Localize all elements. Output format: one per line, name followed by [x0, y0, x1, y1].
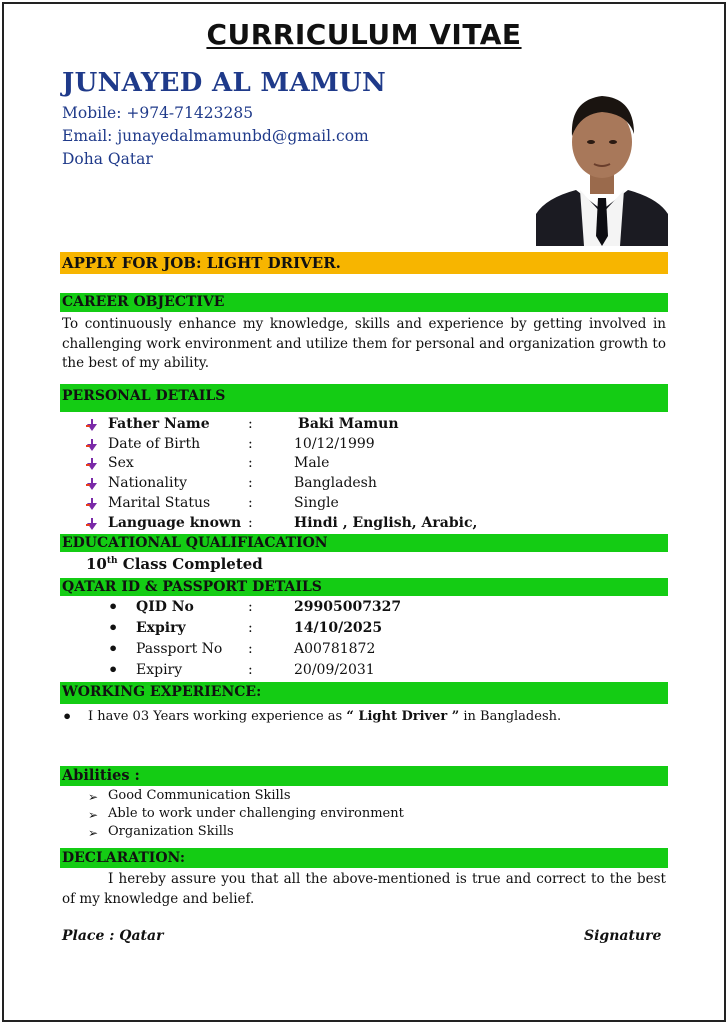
detail-value: Single: [294, 495, 339, 511]
id-label: Expiry: [136, 662, 183, 678]
detail-value: Bangladesh: [294, 475, 377, 491]
detail-sep: :: [248, 436, 253, 452]
bullet-dot: •: [108, 597, 119, 616]
candidate-name: JUNAYED AL MAMUN: [62, 68, 387, 98]
arrow-bullet-icon: [86, 439, 97, 451]
detail-sep: :: [248, 416, 253, 432]
education-item: 10th Class Completed: [86, 555, 263, 573]
email-line: Email: junayedalmamunbd@gmail.com: [62, 127, 369, 145]
detail-sep: :: [248, 475, 253, 491]
declaration-text: I hereby assure you that all the above-mentioned is true and correct to the best of my knowledge and belief.: [62, 871, 666, 907]
id-value: 14/10/2025: [294, 620, 383, 636]
ability-item: Organization Skills: [108, 824, 234, 839]
detail-label: Father Name: [108, 416, 210, 432]
detail-value: Hindi , English, Arabic,: [294, 515, 478, 531]
id-value: 20/09/2031: [294, 662, 375, 678]
detail-label: Sex: [108, 455, 134, 471]
apply-for-job-band: APPLY FOR JOB: LIGHT DRIVER.: [60, 252, 668, 274]
chevron-right-icon: ➢: [88, 808, 99, 822]
chevron-right-icon: ➢: [88, 826, 99, 840]
bullet-dot: •: [108, 639, 119, 658]
id-value: 29905007327: [294, 599, 402, 615]
id-sep: :: [248, 662, 253, 678]
id-label: QID No: [136, 599, 194, 615]
profile-photo: [536, 86, 668, 246]
arrow-bullet-icon: [86, 498, 97, 510]
detail-label: Language known: [108, 515, 242, 531]
detail-value: 10/12/1999: [294, 436, 375, 452]
career-objective-text: To continuously enhance my knowledge, skills and experience by getting involved in challenging work environment and utilize them for personal and organization growth to the best of my ability.: [62, 316, 666, 371]
arrow-bullet-icon: [86, 458, 97, 470]
id-sep: :: [248, 599, 253, 615]
bullet-dot: •: [108, 618, 119, 637]
id-label: Passport No: [136, 641, 223, 657]
location-line: Doha Qatar: [62, 150, 153, 168]
education-heading: EDUCATIONAL QUALIFIACATION: [60, 534, 668, 552]
ability-item: Able to work under challenging environment: [108, 806, 404, 821]
detail-value: Baki Mamun: [298, 416, 399, 432]
detail-sep: :: [248, 455, 253, 471]
arrow-bullet-icon: [86, 518, 97, 530]
detail-value: Male: [294, 455, 330, 471]
id-sep: :: [248, 641, 253, 657]
ability-item: Good Communication Skills: [108, 788, 291, 803]
mobile-line: Mobile: +974-71423285: [62, 104, 254, 122]
bullet-dot: •: [108, 660, 119, 679]
place-label: Place : Qatar: [62, 928, 164, 944]
detail-label: Marital Status: [108, 495, 211, 511]
bullet-dot: •: [62, 707, 73, 726]
career-objective-heading: CAREER OBJECTIVE: [60, 293, 668, 312]
arrow-bullet-icon: [86, 419, 97, 431]
chevron-right-icon: ➢: [88, 790, 99, 804]
id-label: Expiry: [136, 620, 186, 636]
detail-label: Nationality: [108, 475, 187, 491]
id-sep: :: [248, 620, 253, 636]
detail-sep: :: [248, 515, 253, 531]
working-experience-heading: WORKING EXPERIENCE:: [60, 682, 668, 704]
detail-sep: :: [248, 495, 253, 511]
signature-label: Signature: [584, 928, 662, 944]
id-value: A00781872: [294, 641, 376, 657]
qatar-id-heading: QATAR ID & PASSPORT DETAILS: [60, 578, 668, 596]
personal-details-heading: PERSONAL DETAILS: [60, 384, 668, 412]
detail-label: Date of Birth: [108, 436, 201, 452]
abilities-heading: Abilities :: [60, 766, 668, 786]
arrow-bullet-icon: [86, 478, 97, 490]
working-experience-text: I have 03 Years working experience as “ Light Driver ” in Bangladesh.: [88, 709, 562, 724]
document-title: CURRICULUM VITAE: [206, 18, 522, 51]
declaration-heading: DECLARATION:: [60, 848, 668, 868]
